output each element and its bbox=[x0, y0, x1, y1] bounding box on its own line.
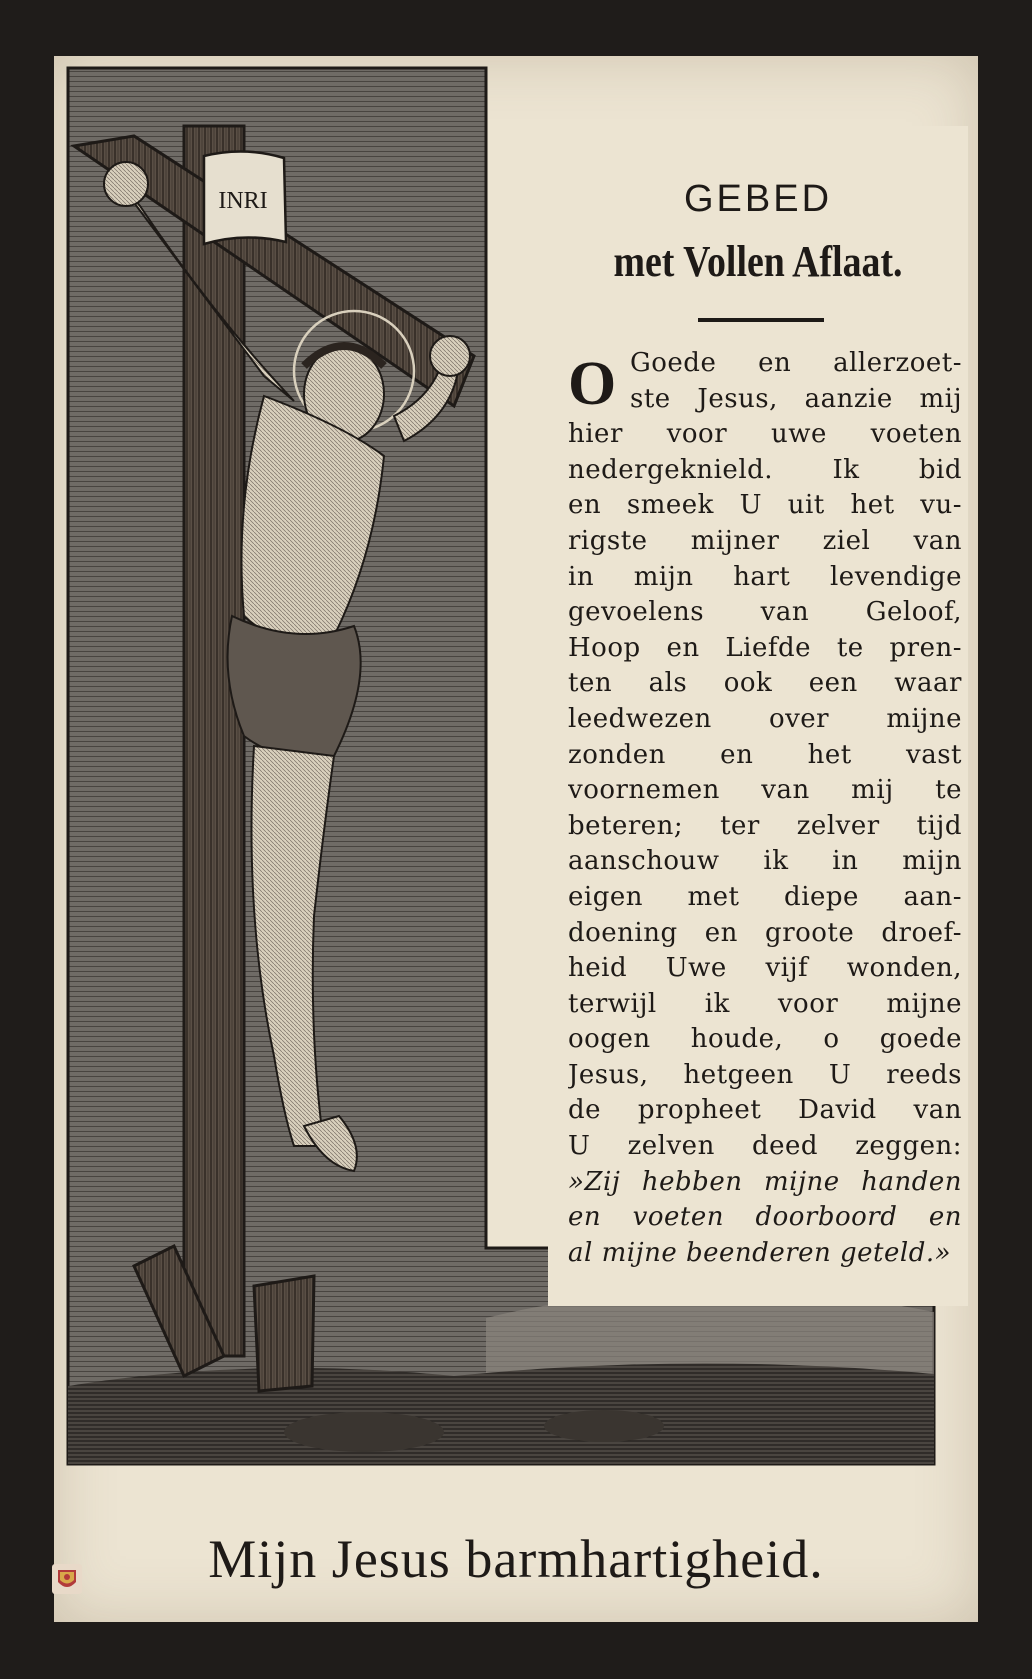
prayer-line: oogen houde, o goede bbox=[568, 1024, 962, 1055]
prayer-line: leedwezen over mijne bbox=[568, 703, 962, 734]
prayer-line: ten als ook een waar bbox=[568, 668, 962, 699]
prayer-line: gevoelens van Geloof, bbox=[568, 597, 962, 628]
prayer-line: rigste mijner ziel van bbox=[568, 525, 962, 556]
prayer-line: beteren; ter zelver tijd bbox=[568, 810, 962, 841]
prayer-line: Hoop en Liefde te pren- bbox=[568, 632, 962, 663]
prayer-line: al mijne beenderen geteld.» bbox=[568, 1237, 952, 1268]
prayer-subtitle: met Vollen Aflaat. bbox=[613, 237, 903, 286]
prayer-line: ste Jesus, aanzie mij bbox=[630, 383, 962, 414]
prayer-line: in mijn hart levendige bbox=[568, 561, 962, 592]
card-paper bbox=[54, 56, 978, 1622]
prayer-line: nedergeknield. Ik bid bbox=[568, 454, 962, 485]
prayer-text bbox=[568, 346, 962, 1271]
prayer-line: U zelven deed zeggen: bbox=[568, 1131, 962, 1162]
prayer-line: terwijl ik voor mijne bbox=[568, 988, 962, 1019]
prayer-line: voornemen van mij te bbox=[568, 775, 962, 806]
prayer-line: heid Uwe vijf wonden, bbox=[568, 953, 962, 984]
heraldic-logo-icon bbox=[48, 1560, 86, 1598]
prayer-panel bbox=[548, 126, 968, 1306]
prayer-line: en smeek U uit het vu- bbox=[568, 490, 962, 521]
prayer-dropcap: O bbox=[568, 350, 617, 418]
inri-label: INRI bbox=[218, 188, 268, 214]
prayer-line: eigen met diepe aan- bbox=[568, 881, 962, 912]
prayer-line: de propheet David van bbox=[568, 1095, 962, 1126]
prayer-line: zonden en het vast bbox=[568, 739, 962, 770]
title-divider bbox=[698, 318, 824, 322]
card-caption: Mijn Jesus barmhartigheid. bbox=[208, 1529, 824, 1589]
prayer-title: GEBED bbox=[683, 178, 833, 220]
prayer-line: Goede en allerzoet- bbox=[630, 348, 962, 378]
prayer-line: aanschouw ik in mijn bbox=[568, 846, 962, 877]
prayer-line: Jesus, hetgeen U reeds bbox=[568, 1059, 962, 1090]
prayer-line: en voeten doorboord en bbox=[568, 1202, 962, 1233]
prayer-line: hier voor uwe voeten bbox=[568, 419, 962, 450]
prayer-line: doening en groote droef- bbox=[568, 917, 962, 948]
prayer-line: »Zij hebben mijne handen bbox=[568, 1166, 962, 1197]
